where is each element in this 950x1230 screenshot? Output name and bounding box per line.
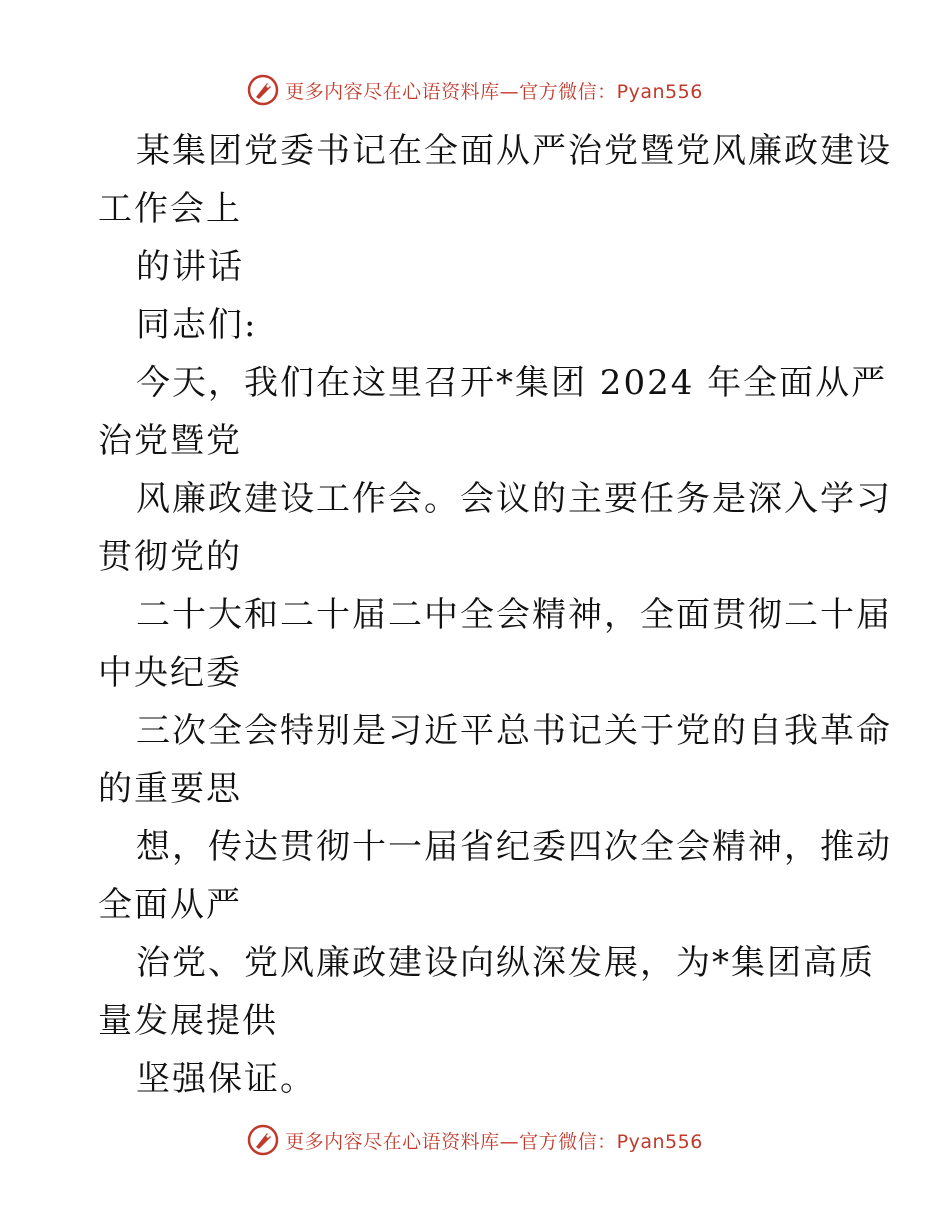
doc-line: 工作会上 — [98, 189, 242, 229]
doc-line: 的讲话 — [136, 247, 244, 287]
doc-line: 想，传达贯彻十一届省纪委四次全会精神，推动 — [136, 827, 892, 867]
doc-line: 全面从严 — [98, 885, 242, 925]
doc-line: 坚强保证。 — [136, 1059, 316, 1099]
doc-line: 今天，我们在这里召开*集团 2024 年全面从严 — [136, 363, 888, 403]
doc-line: 二十大和二十届二中全会精神，全面贯彻二十届 — [136, 595, 892, 635]
doc-line: 贯彻党的 — [98, 537, 242, 577]
watermark-text: 更多内容尽在心语资料库—官方微信：Pyan556 — [285, 80, 703, 103]
doc-line: 治党暨党 — [98, 421, 242, 461]
doc-line: 中央纪委 — [98, 653, 242, 693]
doc-line: 量发展提供 — [98, 1001, 278, 1041]
doc-line: 同志们: — [136, 305, 258, 345]
doc-line: 风廉政建设工作会。会议的主要任务是深入学习 — [136, 479, 892, 519]
doc-line: 的重要思 — [98, 769, 242, 809]
watermark-text: 更多内容尽在心语资料库—官方微信：Pyan556 — [285, 1130, 703, 1153]
pen-nib-logo-icon — [247, 1124, 279, 1156]
doc-line: 三次全会特别是习近平总书记关于党的自我革命 — [136, 711, 892, 751]
doc-line: 某集团党委书记在全面从严治党暨党风廉政建设 — [136, 131, 892, 171]
document-body — [98, 122, 892, 1108]
footer-watermark — [0, 1120, 950, 1160]
pen-nib-logo-icon — [247, 74, 279, 106]
header-watermark — [0, 70, 950, 110]
doc-line: 治党、党风廉政建设向纵深发展，为*集团高质 — [136, 943, 875, 983]
